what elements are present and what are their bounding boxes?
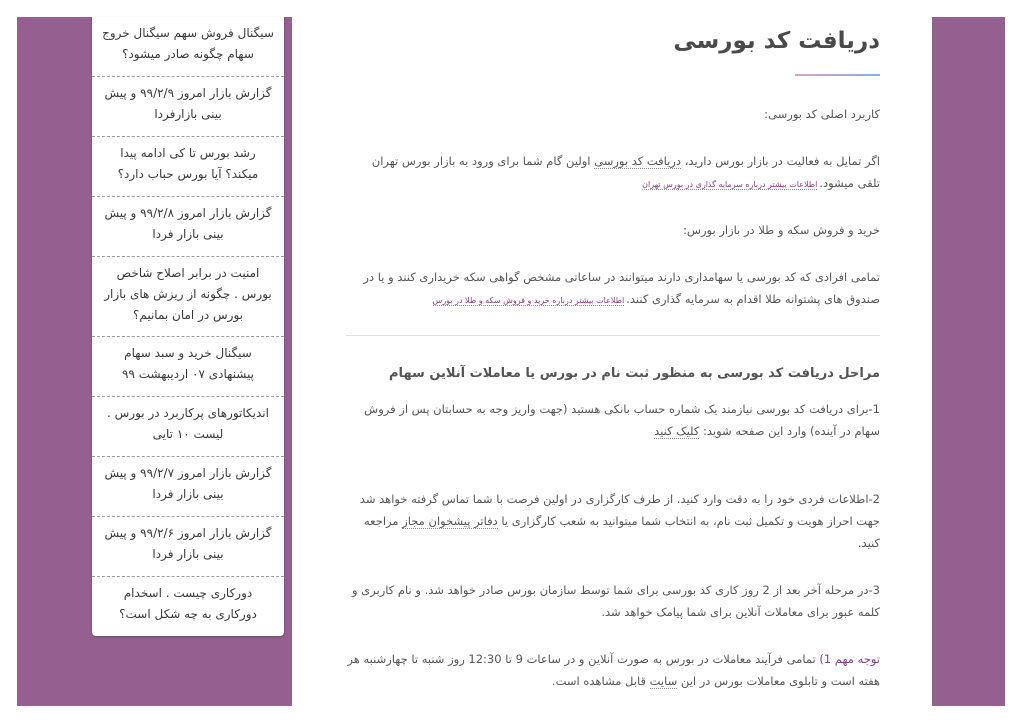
paragraph-subheading: خرید و فروش سکه و طلا در بازار بورس: <box>683 223 880 237</box>
sidebar-post-link[interactable]: گزارش بازار امروز ۹۹/۲/۶ و پیش بینی بازار فردا <box>92 517 284 577</box>
paragraph-text: 2-اطلاعات فردی خود را به دقت وارد کنید. از طرف کارگزاری در اولین فرصت با شما تماس گرفته خواهد شد جهت احراز هویت و تکمیل ثبت نام، به انتخاب شما میتوانید به شعب کارگزاری یا <box>359 492 880 528</box>
paragraph-intro <box>346 150 880 196</box>
sidebar-post-link[interactable]: امنیت در برابر اصلاح شاخص بورس . چگونه از ریزش های بازار بورس در امان بمانیم؟ <box>92 257 284 337</box>
sidebar-post-link[interactable]: سیگنال فروش سهم سیگنال خروج سهام چگونه صادر میشود؟ <box>92 17 284 77</box>
step-1 <box>346 398 880 442</box>
paragraph-text: تمامی فرآیند معاملات در بورس به صورت آنلاین و در ساعات 9 تا 12:30 روز شنبه تا چهارشنبه هر هفته است و تابلوی معاملات بورس در این <box>347 652 880 688</box>
site-link[interactable]: سایت <box>649 674 678 688</box>
sidebar-post-link[interactable]: گزارش بازار امروز ۹۹/۲/۹ و پیش بینی بازارفردا <box>92 77 284 137</box>
sidebar-post-link[interactable]: دورکاری چیست . اسخدام دورکاری به چه شکل است؟ <box>119 586 257 621</box>
paragraph-text: اگر تمایل به فعالیت در بازار بورس دارید، <box>681 154 880 168</box>
section-title: مراحل دریافت کد بورسی به منظور ثبت نام در بورس یا معاملات آنلاین سهام <box>389 366 880 381</box>
sidebar-post-link[interactable]: اندیکاتورهای پرکاربرد در بورس . لیست ۱۰ تایی <box>92 397 284 457</box>
section-divider <box>346 335 880 336</box>
more-info-link[interactable]: اطلاعات بیشتر درباره خرید و فروش سکه و طلا در بورس <box>432 296 625 305</box>
paragraph-text: اولین گام شما برای ورود به بازار بورس تهران تلقی میشود. <box>371 154 880 190</box>
important-note <box>346 648 880 692</box>
paragraph-text: 1-برای دریافت کد بورسی نیازمند یک شماره حساب بانکی هستید (جهت واریز وجه به حسابتان پس از فروش سهام در آینده) وارد این صفحه شوید: <box>364 402 880 438</box>
sidebar-post-link[interactable]: گزارش بازار امروز ۹۹/۲/۸ و پیش بینی بازار فردا <box>92 197 284 257</box>
paragraph-text: مراجعه کنید. <box>364 514 880 550</box>
step-3: 3-در مرحله آخر بعد از 2 روز کاری کد بورسی برای شما توسط سازمان بورس صادر خواهد شد. و نام کاربری و کلمه عبور برای معاملات آنلاین برای شما پیامک خواهد شد. <box>351 583 880 619</box>
paragraph-text: تمامی افرادی که کد بورسی یا سهامداری دارند میتوانند در ساعاتی مشخص گواهی سکه خریداری کنند و یا در صندوق های پشتوانه طلا اقدام به سرمایه گذاری کنند. <box>363 270 880 306</box>
sidebar-post-link[interactable]: گزارش بازار امروز ۹۹/۲/۷ و پیش بینی بازار فردا <box>92 457 284 517</box>
sidebar-post-link[interactable]: رشد بورس تا کی ادامه پیدا میکند؟ آیا بورس حباب دارد؟ <box>92 137 284 197</box>
counter-offices-link[interactable]: دفاتر پیشخوان مجاز <box>402 514 498 528</box>
more-info-link[interactable]: اطلاعات بیشتر درباره سرمایه گذاری در بورس تهران <box>642 180 818 189</box>
step-2 <box>346 488 880 554</box>
paragraph-gold <box>346 266 880 312</box>
title-underline <box>795 74 880 76</box>
note-label: توجه مهم 1) <box>819 652 880 666</box>
recent-posts-sidebar <box>92 17 284 636</box>
click-here-link[interactable]: کلیک کنید <box>654 424 700 438</box>
page-title: دریافت کد بورسی <box>673 28 880 54</box>
sidebar-post-link[interactable]: سیگنال خرید و سبد سهام پیشنهادی ۰۷ اردیبهشت ۹۹ <box>92 337 284 397</box>
paragraph-subheading: کاربرد اصلی کد بورسی: <box>764 107 880 121</box>
article-content <box>292 17 932 706</box>
paragraph-text: قابل مشاهده است. <box>551 674 650 688</box>
code-link[interactable]: دریافت کد بورسی <box>594 154 682 168</box>
